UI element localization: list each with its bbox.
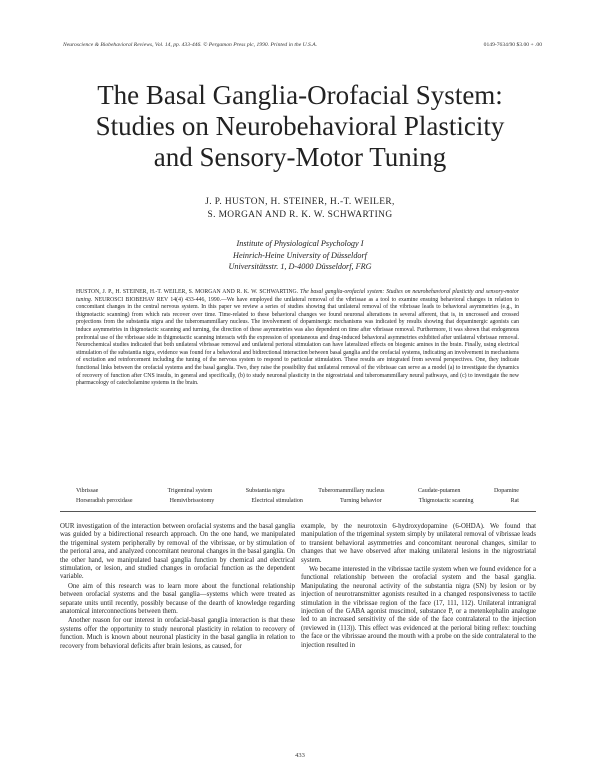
keyword: Electrical stimulation: [251, 498, 303, 504]
affiliation-line: Institute of Physiological Psychology I: [236, 239, 364, 248]
affiliation: [60, 238, 540, 273]
abstract-body: —We have employed the unilateral removal of the vibrissae as a tool to examine ensuing behavioral changes in relation to concomitant changes in the central nervous system. In this paper we review a series of studies showing that unilateral removal of the vibrissae leads to behavioral asymmetries (e.g., in thigmotactic scanning) from which rats recover over time. Time-related to these behavioral changes we found neuronal alterations in several afferent, that is, in uncrossed and crossed projections from the substantia nigra and the tuberomammillary nucleus. The involvement of dopaminergic mechanisms was indicated by results showing that dopaminergic agonists can induce asymmetries in thigmotactic scanning and turning, the direction of these asymmetries was also dependent on time after vibrissae removal. Furthermore, it was shown that endogenous prefrontal use of the vibrissae side in thigmotactic scanning interacts with the expression of spontaneous and drug-induced behavioral asymmetries exhibited after unilateral vibrissae removal. Neurochemical studies indicated that both unilateral vibrissae removal and unilateral perioral stimulation can have lateralized effects on biogenic amines in the brain. Finally, using electrical stimulation of the substantia nigra, evidence was found for a behavioral and bidirectional interaction between basal ganglia and the orofacial systems, indicating an involvement in mechanisms of excitation and reinforcement including the tuning of the nervous system to respond to particular stimulation. These results are integrated from several perspectives. One, they indicate functional links between the orofacial systems and the basal ganglia. Two, they raise the possibility that unilateral removal of the vibrissae can serve as a model (a) to investigate the dynamics of recovery of function after CNS insults, in general and specifically, (b) to study neuronal plasticity in the nigrostriatal and tuberomammillary neural pathways, and (c) to investigate the new pharmacology of catecholamine systems in the brain.: [76, 296, 519, 387]
keyword: Horseradish peroxidase: [76, 498, 133, 504]
journal-citation: Neuroscience & Biobehavioral Reviews, Vol. 14, pp. 433-446. © Pergamon Press plc, 1990. Printed in the U.S.A.: [63, 42, 318, 48]
keyword: Tuberomammillary nucleus: [318, 488, 385, 494]
keyword: Rat: [510, 498, 519, 504]
page-number: 433: [295, 752, 305, 759]
title-line: The Basal Ganglia-Orofacial System:: [97, 80, 503, 110]
keyword: Substantia nigra: [245, 488, 285, 494]
journal-code: 0149-7634/90 $3.00 + .00: [483, 42, 542, 48]
keyword: Hemivibrissotomy: [169, 498, 215, 504]
authors-line: S. MORGAN AND R. K. W. SCHWARTING: [207, 210, 393, 220]
keyword: Thigmotactic scanning: [418, 498, 474, 504]
keywords-row: [76, 496, 519, 506]
body-paragraph: OUR investigation of the interaction between orofacial systems and the basal ganglia was guided by a bidirectional research approach. On the one hand, we manipulated the trigeminal system peripherally by removal of the vibrissae, or by stimulation of the perioral area, and analyzed concomitant neuronal changes in the basal ganglia. On the other hand, we manipulated basal ganglia function by chemical and electrical stimulation, or lesion, and studied changes in orofacial function as the dependent variable.: [60, 523, 295, 581]
affiliation-line: Universitätsstr. 1, D-4000 Düsseldorf, FRG: [228, 262, 372, 271]
abstract-citation-authors: HUSTON, J. P., H. STEINER, H.-T. WEILER, S. MORGAN AND R. K. W. SCHWARTING.: [76, 289, 299, 295]
abstract: [76, 289, 519, 388]
keywords: [76, 486, 519, 506]
body-paragraph: example, by the neurotoxin 6-hydroxydopamine (6-OHDA). We found that manipulation of the trigeminal system simply by unilateral removal of vibrissae leads to transient behavioral asymmetries and concomitant neuronal changes, similar to changes that we have observed after making unilateral lesions in the nigrostriatal system.: [301, 523, 536, 564]
body-paragraph: One aim of this research was to learn more about the functional relationship between orofacial systems and the basal ganglia—systems which were treated as separate units until recently, possibly because of the dearth of knowledge regarding anatomical interconnections between them.: [60, 582, 295, 616]
keyword: Dopamine: [493, 488, 519, 494]
body-paragraph: Another reason for our interest in orofacial-basal ganglia interaction is that these systems offer the opportunity to study neuronal plasticity in relation to recovery of function. Much is known about neuronal plasticity in the basal ganglia in relation to recovery from behavioral deficits after brain lesions, as caused, for: [60, 617, 295, 650]
keyword: Turning behavior: [339, 498, 382, 504]
affiliation-line: Heinrich-Heine University of Düsseldorf: [233, 250, 367, 260]
abstract-citation-ref: NEUROSCI BIOBEHAV REV 14(4) 433-446, 1990.: [94, 296, 222, 303]
running-header: [63, 42, 542, 54]
keyword: Vibrissae: [76, 488, 99, 494]
article-title: [60, 80, 540, 173]
body-paragraph: We became interested in the vibrissae tactile system when we found evidence for a functional relationship between the orofacial system and the basal ganglia. Manipulating the neuronal activity of the substantia nigra (SN) by lesion or by injection of neurotransmitter agonists resulted in a changed responsiveness to tactile stimulation in the vibrissae region of the face (17, 111, 112). Unilateral intranigral injection of the GABA agonist muscimol, substance P, or a metenkephalin analogue led to an increased sensitivity of the side of the face contralateral to the injection (reviewed in (113)). This effect was evidenced at the perioral biting reflex: touching the face or the vibrissae around the mouth with a probe on the side contralateral to the injection resulted in: [301, 566, 536, 649]
body-column-left: [60, 523, 295, 651]
abstract-citation-title: The basal ganglia-orofacial system: Studies on neurobehavioral plasticity and sensory-motor tuning.: [76, 289, 519, 303]
keyword: Caudate-putamen: [418, 488, 461, 494]
keyword: Trigeminal system: [167, 488, 213, 494]
author-list: [60, 196, 540, 222]
authors-line: J. P. HUSTON, H. STEINER, H.-T. WEILER,: [205, 197, 395, 207]
divider: [60, 511, 536, 512]
body-column-right: [301, 523, 536, 650]
keywords-row: [76, 486, 519, 496]
title-line: and Sensory-Motor Tuning: [153, 142, 447, 172]
title-line: Studies on Neurobehavioral Plasticity: [95, 111, 505, 141]
